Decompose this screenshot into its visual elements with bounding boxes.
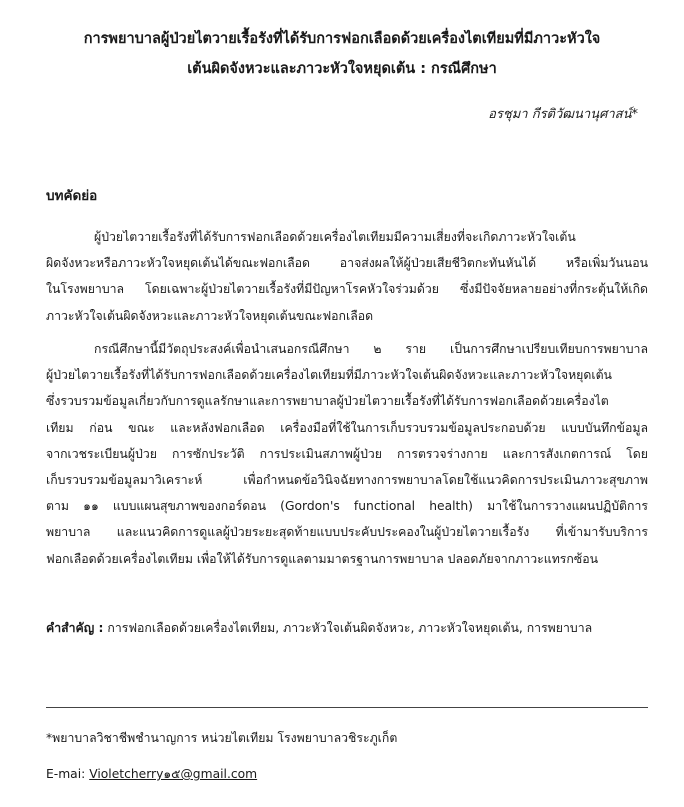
paragraph-line: เก็บรวบรวมข้อมูลมาวิเคราะห์ เพื่อกำหนดข้อวินิจฉัยทางการพยาบาลโดยใช้แนวคิดการประเมินภาวะสุขภาพ xyxy=(46,473,648,488)
abstract-heading: บทคัดย่อ xyxy=(46,188,98,204)
footnote-divider xyxy=(46,707,648,708)
email-link[interactable]: Violetcherry๑๕@gmail.com xyxy=(89,767,258,781)
title-line-1: การพยาบาลผู้ป่วยไตวายเรื้อรังที่ได้รับการฟอกเลือดด้วยเครื่องไตเทียมที่มีภาวะหัวใจ xyxy=(83,31,601,47)
abstract-paragraph-1 xyxy=(46,224,648,329)
email-label: E-mai: xyxy=(46,767,86,781)
author-name: อรชุมา กีรติวัฒนานุศาสน์* xyxy=(488,107,638,122)
title-line-2: เต้นผิดจังหวะและภาวะหัวใจหยุดเต้น : กรณีศึกษา xyxy=(187,61,497,77)
paragraph-line: ผู้ป่วยไตวายเรื้อรังที่ได้รับการฟอกเลือดด้วยเครื่องไตเทียมมีความเสี่ยงที่จะเกิดภาวะหัวใจเต้น xyxy=(94,230,576,244)
keywords xyxy=(46,615,648,641)
paragraph-line: เทียม ก่อน ขณะ และหลังฟอกเลือด เครื่องมือที่ใช้ในการเก็บรวบรวมข้อมูลประกอบด้วย แบบบันทึกข้อมูล xyxy=(46,420,648,435)
keywords-text: การฟอกเลือดด้วยเครื่องไตเทียม, ภาวะหัวใจเต้นผิดจังหวะ, ภาวะหัวใจหยุดเต้น, การพยาบาล xyxy=(107,621,593,635)
keywords-label: คำสำคัญ : xyxy=(46,621,104,635)
footnote-email xyxy=(46,762,257,786)
paragraph-line: ฟอกเลือดด้วยเครื่องไตเทียม เพื่อให้ได้รับการดูแลตามมาตรฐานการพยาบาล ปลอดภัยจากภาวะแทรกซ้อน xyxy=(46,551,598,566)
paragraph-line: ผู้ป่วยไตวายเรื้อรังที่ได้รับการฟอกเลือดด้วยเครื่องไตเทียมที่มีภาวะหัวใจเต้นผิดจังหวะและภาวะหัวใจหยุดเต้น xyxy=(46,368,612,383)
footnote-affiliation: *พยาบาลวิชาชีพชำนาญการ หน่วยไตเทียม โรงพยาบาลวชิระภูเก็ต xyxy=(46,731,398,745)
abstract-paragraph-2 xyxy=(46,336,648,572)
paragraph-line: ภาวะหัวใจเต้นผิดจังหวะและภาวะหัวใจหยุดเต้นขณะฟอกเลือด xyxy=(46,308,374,323)
paragraph-line: ในโรงพยาบาล โดยเฉพาะผู้ป่วยไตวายเรื้อรังที่มีปัญหาโรคหัวใจร่วมด้วย ซึ่งมีปัจจัยหลายอย่างที่กระตุ้นให้เกิด xyxy=(46,282,648,297)
paragraph-line: พยาบาล และแนวคิดการดูแลผู้ป่วยระยะสุดท้ายแบบประคับประคองในผู้ป่วยไตวายเรื้อรัง ที่เข้ามารับบริการ xyxy=(46,525,648,540)
paragraph-line: ผิดจังหวะหรือภาวะหัวใจหยุดเต้นได้ขณะฟอกเลือด อาจส่งผลให้ผู้ป่วยเสียชีวิตกะทันหันได้ หรือเพิ่มวันนอน xyxy=(46,256,648,271)
paragraph-line: ตาม ๑๑ แบบแผนสุขภาพของกอร์ดอน (Gordon's functional health) มาใช้ในการวางแผนปฏิบัติการ xyxy=(46,499,648,514)
paragraph-line: กรณีศึกษานี้มีวัตถุประสงค์เพื่อนำเสนอกรณีศึกษา ๒ ราย เป็นการศึกษาเปรียบเทียบการพยาบาล xyxy=(94,342,648,356)
paragraph-line: ซึ่งรวบรวมข้อมูลเกี่ยวกับการดูแลรักษาและการพยาบาลผู้ป่วยไตวายเรื้อรังที่ได้รับการฟอกเลือดด้วยเครื่องไต xyxy=(46,394,609,409)
paragraph-line: จากเวชระเบียนผู้ป่วย การซักประวัติ การประเมินสภาพผู้ป่วย การตรวจร่างกาย และการสังเกตการณ์ โดย xyxy=(46,446,648,461)
